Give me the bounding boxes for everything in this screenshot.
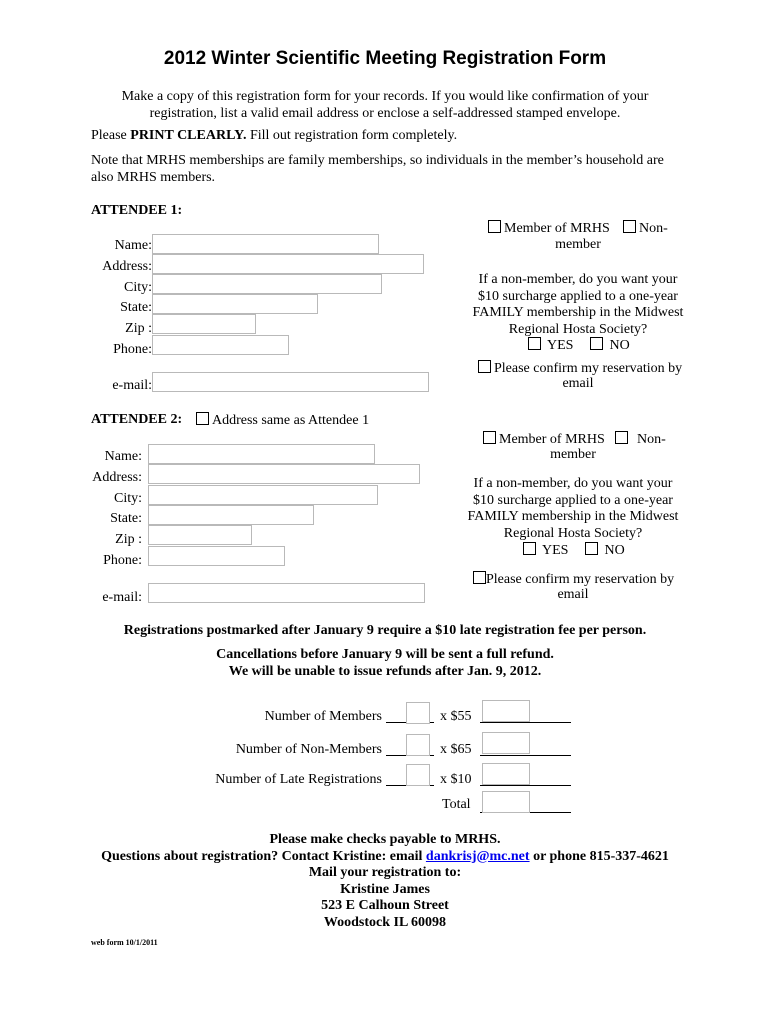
- attendee1-no-option[interactable]: NO: [590, 337, 630, 354]
- checks-payable: Please make checks payable to MRHS.: [269, 832, 501, 847]
- attendee2-yes-checkbox[interactable]: [523, 542, 536, 555]
- print-clearly: PRINT CLEARLY.: [130, 128, 247, 143]
- membership-note: [91, 152, 664, 186]
- print-instruction: Please PRINT CLEARLY. Fill out registration form completely.: [91, 128, 458, 143]
- attendee1-yes-checkbox[interactable]: [528, 337, 541, 350]
- late-rate: x $10: [440, 772, 472, 787]
- intro-text: [0, 88, 770, 122]
- attendee2-zip-field[interactable]: [148, 525, 252, 545]
- attendee1-nonmember-checkbox[interactable]: [623, 220, 636, 233]
- attendee2-state-field[interactable]: [148, 505, 314, 525]
- attendee1-address-label: Address:: [102, 259, 152, 274]
- attendee2-same-address-checkbox[interactable]: [196, 412, 209, 425]
- refund-line-2: We will be unable to issue refunds after Jan. 9, 2012.: [228, 664, 542, 679]
- attendee1-membership-question: If a non-member, do you want your $10 surcharge applied to a one-year FAMILY membership in the Midwest Regional Hosta Society?: [472, 272, 684, 337]
- attendee1-phone-label: Phone:: [113, 342, 152, 357]
- attendee1-confirm-cont: email: [562, 376, 594, 391]
- form-title: 2012 Winter Scientific Meeting Registration Form: [163, 48, 607, 69]
- attendee1-member-checkbox[interactable]: [488, 220, 501, 233]
- total-label: Total: [442, 797, 471, 812]
- late-count-label: Number of Late Registrations: [215, 772, 382, 787]
- attendee2-phone-field[interactable]: [148, 546, 285, 566]
- attendee1-email-field[interactable]: [152, 372, 429, 392]
- nonmembers-count-field[interactable]: [406, 734, 430, 756]
- attendee1-zip-label: Zip :: [125, 321, 152, 336]
- attendee2-same-address-option[interactable]: Address same as Attendee 1: [196, 412, 369, 429]
- intro-line-1: Make a copy of this registration form for your records. If you would like confirmation of your: [121, 89, 649, 104]
- attendee1-name-label: Name:: [114, 238, 152, 253]
- contact-email-link[interactable]: dankrisj@mc.net: [425, 848, 530, 864]
- attendee1-yes-option[interactable]: YES: [528, 337, 573, 354]
- payment-info: [0, 832, 770, 931]
- attendee2-yes-option[interactable]: YES: [523, 542, 568, 559]
- note-line-2: also MRHS members.: [91, 170, 216, 185]
- nonmembers-amount-underline: [480, 755, 571, 756]
- attendee2-heading: ATTENDEE 2:: [91, 412, 183, 427]
- nonmembers-rate: x $65: [440, 742, 472, 757]
- mail-city: Woodstock IL 60098: [323, 914, 447, 930]
- attendee2-city-field[interactable]: [148, 485, 378, 505]
- attendee2-no-option[interactable]: NO: [585, 542, 625, 559]
- attendee2-member-checkbox[interactable]: [483, 431, 496, 444]
- attendee2-confirm-cont: email: [557, 587, 589, 602]
- attendee2-address-label: Address:: [92, 470, 142, 485]
- late-fee-notice: Registrations postmarked after January 9 require a $10 late registration fee per person.: [123, 623, 647, 638]
- contact-line: Questions about registration? Contact Kristine: email dankrisj@mc.net or phone 815-337-4621: [101, 848, 669, 864]
- attendee2-nonmember-checkbox[interactable]: [615, 431, 628, 444]
- attendee2-nonmember-label-cont: member: [550, 447, 596, 462]
- attendee2-state-label: State:: [110, 511, 142, 526]
- mail-to-label: Mail your registration to:: [308, 865, 462, 880]
- late-count-field[interactable]: [406, 764, 430, 786]
- nonmembers-count-label: Number of Non-Members: [235, 742, 382, 757]
- attendee2-name-label: Name:: [104, 449, 142, 464]
- attendee1-name-field[interactable]: [152, 234, 379, 254]
- attendee2-name-field[interactable]: [148, 444, 375, 464]
- attendee2-city-label: City:: [113, 491, 142, 506]
- attendee1-nonmember-option[interactable]: Non-: [623, 220, 668, 237]
- members-amount-underline: [480, 722, 571, 723]
- attendee1-zip-field[interactable]: [152, 314, 256, 334]
- attendee1-state-field[interactable]: [152, 294, 318, 314]
- members-count-field[interactable]: [406, 702, 430, 724]
- attendee1-member-option[interactable]: Member of MRHS: [488, 220, 610, 237]
- attendee1-address-field[interactable]: [152, 254, 424, 274]
- attendee2-zip-label: Zip :: [115, 532, 142, 547]
- attendee1-city-field[interactable]: [152, 274, 382, 294]
- attendee1-city-label: City:: [123, 280, 152, 295]
- attendee2-member-option[interactable]: Member of MRHS: [483, 431, 605, 448]
- late-amount-underline: [480, 785, 571, 786]
- mail-street: 523 E Calhoun Street: [321, 898, 449, 913]
- note-line-1: Note that MRHS memberships are family memberships, so individuals in the member’s household are: [91, 153, 664, 168]
- attendee2-membership-question: If a non-member, do you want your $10 surcharge applied to a one-year FAMILY membership in the Midwest Regional Hosta Society?: [467, 476, 679, 541]
- members-amount-field[interactable]: [482, 700, 530, 722]
- attendee1-confirm-checkbox[interactable]: [478, 360, 491, 373]
- attendee2-confirm-option[interactable]: Please confirm my reservation by: [473, 571, 674, 588]
- attendee2-address-field[interactable]: [148, 464, 420, 484]
- members-count-label: Number of Members: [264, 709, 382, 724]
- late-amount-field[interactable]: [482, 763, 530, 785]
- attendee1-confirm-option[interactable]: Please confirm my reservation by: [478, 360, 682, 377]
- attendee2-email-field[interactable]: [148, 583, 425, 603]
- attendee1-state-label: State:: [120, 300, 152, 315]
- refund-notice: [0, 646, 770, 680]
- members-rate: x $55: [440, 709, 472, 724]
- total-field[interactable]: [482, 791, 530, 813]
- refund-line-1: Cancellations before January 9 will be sent a full refund.: [216, 647, 554, 662]
- attendee2-phone-label: Phone:: [103, 553, 142, 568]
- mail-name: Kristine James: [340, 881, 430, 897]
- attendee1-no-checkbox[interactable]: [590, 337, 603, 350]
- attendee1-email-label: e-mail:: [112, 378, 152, 393]
- attendee1-heading: ATTENDEE 1:: [91, 203, 183, 218]
- attendee1-nonmember-label-cont: member: [555, 237, 601, 252]
- attendee1-phone-field[interactable]: [152, 335, 289, 355]
- attendee2-no-checkbox[interactable]: [585, 542, 598, 555]
- nonmembers-amount-field[interactable]: [482, 732, 530, 754]
- web-form-date: web form 10/1/2011: [91, 938, 158, 947]
- intro-line-2: registration, list a valid email address or enclose a self-addressed stamped envelope.: [149, 106, 621, 121]
- attendee2-nonmember-option[interactable]: Non-: [615, 431, 666, 448]
- attendee2-email-label: e-mail:: [102, 590, 142, 605]
- attendee2-confirm-checkbox[interactable]: [473, 571, 486, 584]
